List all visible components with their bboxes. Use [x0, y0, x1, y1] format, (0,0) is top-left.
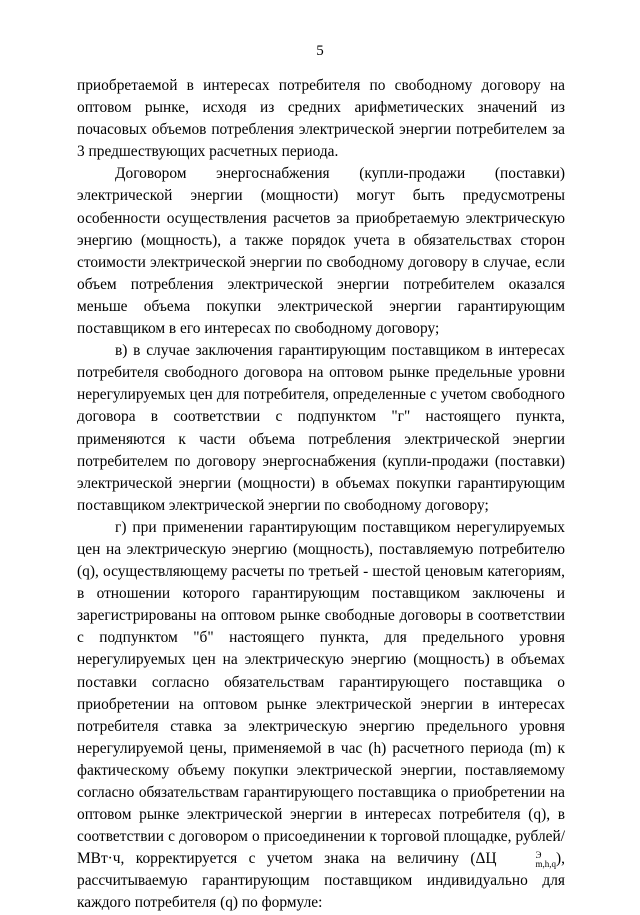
page-number: 5: [316, 43, 324, 59]
inline-formula-delta-price: [475, 850, 556, 867]
formula-superscript: Э: [535, 849, 542, 860]
paragraph-4-text-after-formula: ), рассчитываемую гарантирующим поставщиком индивидуально для каждого потребителя (q) по формуле:: [77, 850, 565, 912]
formula-base: ΔЦ: [475, 850, 497, 868]
formula-subscript: m,h,q: [535, 858, 557, 869]
formula-indices: [498, 851, 557, 869]
paragraph-4-text-before-formula: г) при применении гарантирующим поставщиком нерегулируемых цен на электрическую энергию (мощность), поставляемую потребителю (q), осуществляющему расчеты по третьей - шестой ценовым категориям, в отношении которого гарантирующим поставщиком заключены и зарегистрированы на оптовом рынке свободные договоры в соответствии с подпунктом "б" настоящего пункта, для предельного уровня нерегулируемых цен на электрическую энергию (мощность) в объемах поставки согласно обязательствам гарантирующего поставщика о приобретении на оптовом рынке электрической энергии в интересах потребителя ставка за электрическую энергию предельного уровня нерегулируемой цены, применяемой в час (h) расчетного периода (m) к фактическому объему покупки электрической энергии, поставляемому согласно обязательствам гарантирующего поставщика о приобретении на оптовом рынке электрической энергии в интересах потребителя (q), в соответствии с договором о присоединении к торговой площадке, рублей/МВт·ч, корректируется с учетом знака на величину (: [77, 518, 565, 868]
paragraph-1: приобретаемой в интересах потребителя по свободному договору на оптовом рынке, исходя из средних арифметических значений из почасовых объемов потребления электрической энергии потребителем за 3 предшествующих расчетных периода.: [77, 77, 565, 161]
paragraph-4-subpoint-g: [77, 517, 565, 915]
paragraph-2: Договором энергоснабжения (купли-продажи (поставки) электрической энергии (мощности) могут быть предусмотрены особенности осуществления расчетов за приобретаемую электрическую энергию (мощность), а также порядок учета в обязательствах сторон стоимости электрической энергии по свободному договору в случае, если объем потребления электрической энергии потребителем оказался меньше объема покупки электрической энергии гарантирующим поставщиком в его интересах по свободному договору;: [77, 165, 565, 338]
paragraph-3-subpoint-v: в) в случае заключения гарантирующим поставщиком в интересах потребителя свободного договора на оптовом рынке предельные уровни нерегулируемых цен для потребителя, определенные с учетом свободного договора в соответствии с подпунктом "г" настоящего пункта, применяются к части объема потребления электрической энергии потребителем по договору энергоснабжения (купли-продажи (поставки) электрической энергии (мощности) в объемах покупки гарантирующим поставщиком электрической энергии по свободному договору;: [77, 342, 565, 514]
document-body: [77, 75, 565, 915]
